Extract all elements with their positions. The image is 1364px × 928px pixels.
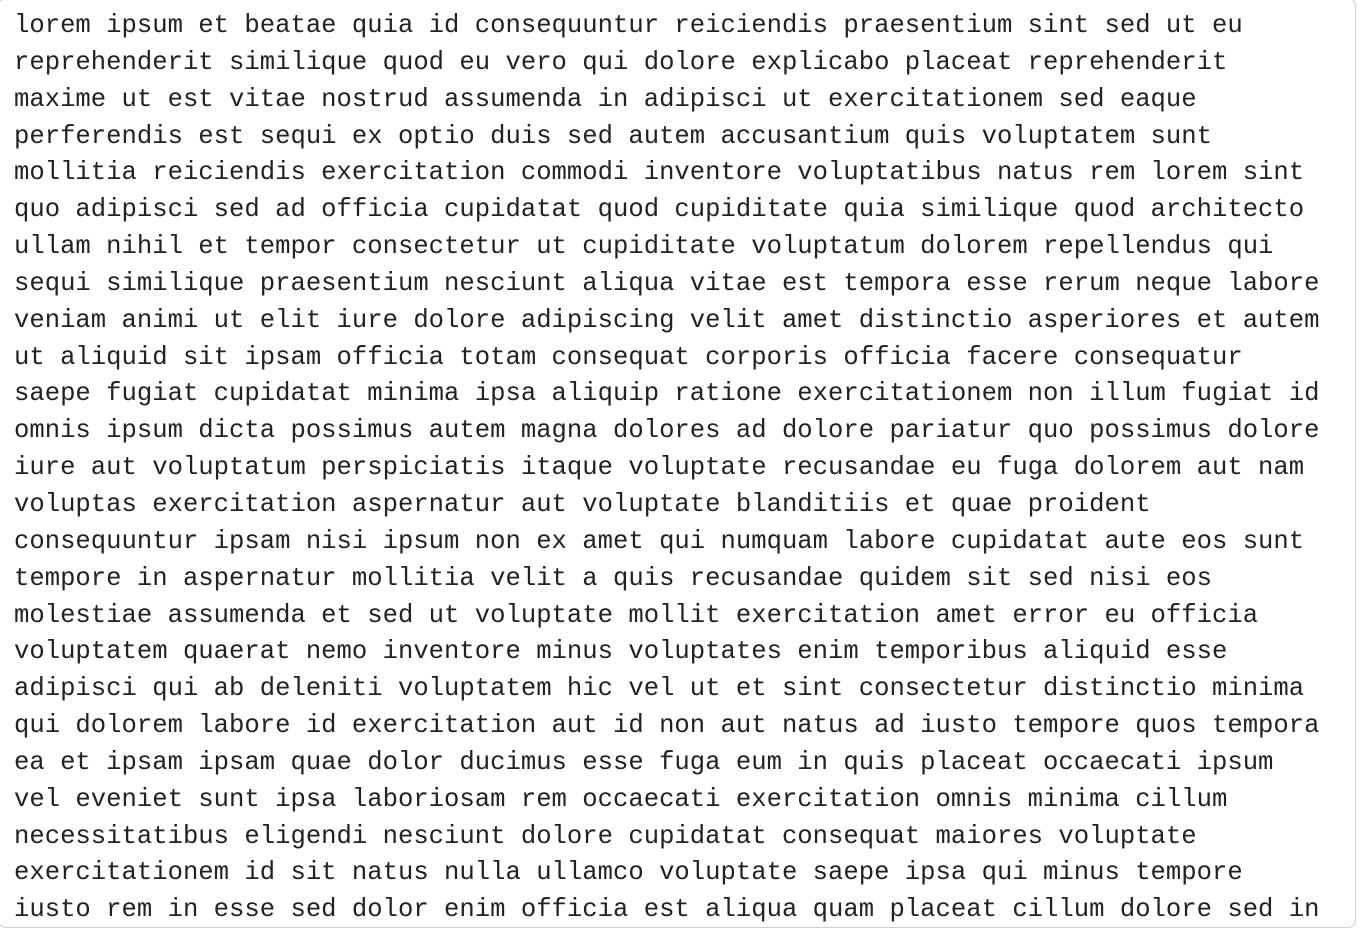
text-line: lorem ipsum et beatae quia id consequuntur reiciendis praesentium sint sed ut eu	[14, 11, 1243, 40]
text-line: ullam nihil et tempor consectetur ut cupiditate voluptatum dolorem repellendus qui	[14, 232, 1274, 262]
text-line: iure aut voluptatum perspiciatis itaque voluptate recusandae eu fuga dolorem aut nam	[14, 453, 1305, 483]
text-line: consequuntur ipsam nisi ipsum non ex amet qui numquam labore cupidatat aute eos sunt	[14, 526, 1305, 556]
text-line: quo adipisci sed ad officia cupidatat quod cupiditate quia similique quod architecto	[14, 195, 1305, 225]
text-line: omnis ipsum dicta possimus autem magna dolores ad dolore pariatur quo possimus dolore	[14, 416, 1320, 446]
text-line: reprehenderit similique quod eu vero qui dolore explicabo placeat reprehenderit	[14, 47, 1228, 77]
text-line: molestiae assumenda et sed ut voluptate mollit exercitation amet error eu officia	[14, 600, 1259, 630]
text-line: perferendis est sequi ex optio duis sed autem accusantium quis voluptatem sunt	[14, 121, 1212, 151]
text-line: adipisci qui ab deleniti voluptatem hic vel ut et sint consectetur distinctio minima	[14, 674, 1305, 704]
text-line: qui dolorem labore id exercitation aut id non aut natus ad iusto tempore quos tempora	[14, 711, 1320, 741]
text-line: maxime ut est vitae nostrud assumenda in adipisci ut exercitationem sed eaque	[14, 84, 1197, 114]
text-line: iusto rem in esse sed dolor enim officia est aliqua quam placeat cillum dolore sed in	[14, 895, 1320, 925]
text-line: vel eveniet sunt ipsa laboriosam rem occaecati exercitation omnis minima cillum	[14, 784, 1228, 814]
text-line: ea et ipsam ipsam quae dolor ducimus esse fuga eum in quis placeat occaecati ipsum	[14, 747, 1274, 777]
text-line: mollitia reiciendis exercitation commodi inventore voluptatibus natus rem lorem sint	[14, 158, 1305, 188]
text-line: necessitatibus eligendi nesciunt dolore cupidatat consequat maiores voluptate	[14, 821, 1197, 851]
text-line: veniam animi ut elit iure dolore adipiscing velit amet distinctio asperiores et autem	[14, 305, 1320, 335]
text-line: voluptatem quaerat nemo inventore minus voluptates enim temporibus aliquid esse	[14, 637, 1228, 667]
text-line: tempore in aspernatur mollitia velit a quis recusandae quidem sit sed nisi eos	[14, 563, 1212, 593]
text-line: ut aliquid sit ipsam officia totam consequat corporis officia facere consequatur	[14, 342, 1243, 372]
text-line: voluptas exercitation aspernatur aut voluptate blanditiis et quae proident	[14, 489, 1151, 519]
text-line: saepe fugiat cupidatat minima ipsa aliquip ratione exercitationem non illum fugiat id	[14, 379, 1320, 409]
text-line: exercitationem id sit natus nulla ullamco voluptate saepe ipsa qui minus tempore	[14, 858, 1243, 888]
text-line: sequi similique praesentium nesciunt aliqua vitae est tempora esse rerum neque labore	[14, 268, 1320, 298]
